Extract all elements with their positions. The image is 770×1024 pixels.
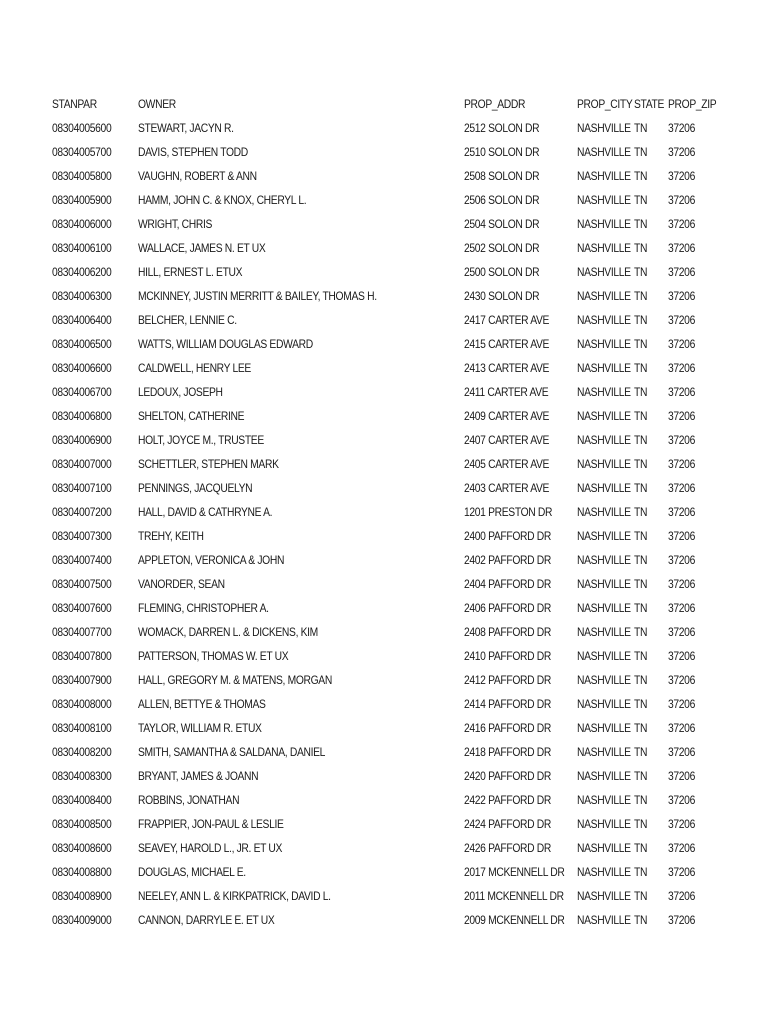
cell-prop-city: NASHVILLE (577, 697, 631, 711)
cell-prop-city: NASHVILLE (577, 793, 631, 807)
cell-prop-addr: 2408 PAFFORD DR (464, 625, 551, 639)
cell-prop-zip: 37206 (668, 481, 695, 495)
cell-stanpar: 08304007600 (52, 601, 112, 615)
cell-prop-zip: 37206 (668, 697, 695, 711)
cell-stanpar: 08304006200 (52, 265, 112, 279)
cell-state: TN (634, 673, 648, 687)
cell-stanpar: 08304007900 (52, 673, 112, 687)
cell-prop-addr: 2426 PAFFORD DR (464, 841, 551, 855)
cell-state: TN (634, 145, 648, 159)
cell-prop-city: NASHVILLE (577, 313, 631, 327)
cell-owner: STEWART, JACYN R. (138, 121, 234, 135)
cell-stanpar: 08304007000 (52, 457, 112, 471)
cell-owner: SCHETTLER, STEPHEN MARK (138, 457, 279, 471)
cell-owner: VANORDER, SEAN (138, 577, 225, 591)
cell-owner: NEELEY, ANN L. & KIRKPATRICK, DAVID L. (138, 889, 331, 903)
cell-owner: SEAVEY, HAROLD L., JR. ET UX (138, 841, 283, 855)
cell-stanpar: 08304005600 (52, 121, 112, 135)
table-row (0, 860, 770, 884)
cell-prop-addr: 2411 CARTER AVE (464, 385, 549, 399)
cell-owner: DAVIS, STEPHEN TODD (138, 145, 248, 159)
cell-stanpar: 08304006000 (52, 217, 112, 231)
cell-owner: BRYANT, JAMES & JOANN (138, 769, 259, 783)
cell-prop-zip: 37206 (668, 769, 695, 783)
cell-state: TN (634, 337, 648, 351)
table-row (0, 332, 770, 356)
cell-prop-zip: 37206 (668, 385, 695, 399)
cell-prop-addr: 2405 CARTER AVE (464, 457, 550, 471)
cell-state: TN (634, 745, 648, 759)
cell-prop-zip: 37206 (668, 553, 695, 567)
cell-state: TN (634, 193, 648, 207)
cell-owner: HALL, DAVID & CATHRYNE A. (138, 505, 273, 519)
cell-stanpar: 08304007500 (52, 577, 112, 591)
cell-prop-zip: 37206 (668, 457, 695, 471)
cell-prop-addr: 2500 SOLON DR (464, 265, 540, 279)
cell-stanpar: 08304006700 (52, 385, 112, 399)
cell-owner: WOMACK, DARREN L. & DICKENS, KIM (138, 625, 318, 639)
cell-prop-addr: 2510 SOLON DR (464, 145, 540, 159)
cell-prop-addr: 2412 PAFFORD DR (464, 673, 551, 687)
cell-stanpar: 08304006400 (52, 313, 112, 327)
cell-prop-zip: 37206 (668, 817, 695, 831)
cell-prop-zip: 37206 (668, 217, 695, 231)
cell-prop-city: NASHVILLE (577, 601, 631, 615)
table-row (0, 764, 770, 788)
cell-prop-city: NASHVILLE (577, 433, 631, 447)
table-row (0, 260, 770, 284)
cell-prop-city: NASHVILLE (577, 745, 631, 759)
table-body (0, 116, 770, 932)
table-row (0, 404, 770, 428)
cell-stanpar: 08304006800 (52, 409, 112, 423)
cell-prop-addr: 2413 CARTER AVE (464, 361, 550, 375)
cell-prop-zip: 37206 (668, 433, 695, 447)
table-row (0, 836, 770, 860)
header-state: STATE (634, 97, 665, 111)
cell-owner: APPLETON, VERONICA & JOHN (138, 553, 285, 567)
cell-prop-zip: 37206 (668, 793, 695, 807)
table-row (0, 884, 770, 908)
cell-prop-zip: 37206 (668, 721, 695, 735)
cell-stanpar: 08304008100 (52, 721, 112, 735)
table-row (0, 620, 770, 644)
cell-prop-city: NASHVILLE (577, 913, 631, 927)
table-row (0, 140, 770, 164)
cell-state: TN (634, 265, 648, 279)
table-row (0, 308, 770, 332)
cell-prop-zip: 37206 (668, 529, 695, 543)
cell-owner: WATTS, WILLIAM DOUGLAS EDWARD (138, 337, 313, 351)
cell-owner: CALDWELL, HENRY LEE (138, 361, 251, 375)
cell-prop-city: NASHVILLE (577, 241, 631, 255)
cell-state: TN (634, 889, 648, 903)
cell-owner: ROBBINS, JONATHAN (138, 793, 240, 807)
cell-state: TN (634, 241, 648, 255)
table-row (0, 668, 770, 692)
cell-state: TN (634, 553, 648, 567)
cell-owner: LEDOUX, JOSEPH (138, 385, 223, 399)
cell-prop-addr: 1201 PRESTON DR (464, 505, 553, 519)
cell-owner: HOLT, JOYCE M., TRUSTEE (138, 433, 264, 447)
cell-stanpar: 08304009000 (52, 913, 112, 927)
cell-prop-zip: 37206 (668, 265, 695, 279)
cell-prop-zip: 37206 (668, 577, 695, 591)
cell-prop-addr: 2415 CARTER AVE (464, 337, 550, 351)
cell-stanpar: 08304007800 (52, 649, 112, 663)
table-row (0, 188, 770, 212)
cell-prop-addr: 2403 CARTER AVE (464, 481, 550, 495)
cell-state: TN (634, 577, 648, 591)
cell-stanpar: 08304008900 (52, 889, 112, 903)
cell-prop-zip: 37206 (668, 625, 695, 639)
header-prop-city: PROP_CITY (577, 97, 633, 111)
cell-state: TN (634, 169, 648, 183)
table-row (0, 284, 770, 308)
table-row (0, 908, 770, 932)
cell-stanpar: 08304008600 (52, 841, 112, 855)
cell-owner: PATTERSON, THOMAS W. ET UX (138, 649, 289, 663)
cell-owner: SHELTON, CATHERINE (138, 409, 245, 423)
cell-prop-zip: 37206 (668, 121, 695, 135)
cell-prop-city: NASHVILLE (577, 577, 631, 591)
cell-state: TN (634, 721, 648, 735)
cell-prop-addr: 2508 SOLON DR (464, 169, 540, 183)
cell-prop-zip: 37206 (668, 409, 695, 423)
table-row (0, 572, 770, 596)
cell-stanpar: 08304008200 (52, 745, 112, 759)
cell-prop-city: NASHVILLE (577, 505, 631, 519)
cell-prop-city: NASHVILLE (577, 865, 631, 879)
cell-prop-addr: 2400 PAFFORD DR (464, 529, 551, 543)
table-row (0, 524, 770, 548)
cell-prop-addr: 2404 PAFFORD DR (464, 577, 551, 591)
cell-prop-addr: 2506 SOLON DR (464, 193, 540, 207)
cell-prop-addr: 2409 CARTER AVE (464, 409, 550, 423)
table-row (0, 500, 770, 524)
cell-prop-city: NASHVILLE (577, 889, 631, 903)
table-row (0, 716, 770, 740)
cell-prop-addr: 2410 PAFFORD DR (464, 649, 551, 663)
cell-prop-city: NASHVILLE (577, 193, 631, 207)
cell-state: TN (634, 649, 648, 663)
table-row (0, 740, 770, 764)
cell-prop-city: NASHVILLE (577, 145, 631, 159)
table-row (0, 380, 770, 404)
cell-prop-zip: 37206 (668, 649, 695, 663)
cell-prop-city: NASHVILLE (577, 817, 631, 831)
cell-owner: SMITH, SAMANTHA & SALDANA, DANIEL (138, 745, 326, 759)
cell-prop-addr: 2512 SOLON DR (464, 121, 540, 135)
cell-state: TN (634, 913, 648, 927)
cell-state: TN (634, 841, 648, 855)
cell-prop-addr: 2009 MCKENNELL DR (464, 913, 565, 927)
header-prop-addr: PROP_ADDR (464, 97, 526, 111)
table-row (0, 548, 770, 572)
header-prop-zip: PROP_ZIP (668, 97, 717, 111)
table-row (0, 476, 770, 500)
cell-stanpar: 08304006100 (52, 241, 112, 255)
cell-prop-addr: 2407 CARTER AVE (464, 433, 550, 447)
cell-prop-city: NASHVILLE (577, 337, 631, 351)
cell-prop-zip: 37206 (668, 601, 695, 615)
cell-prop-addr: 2017 MCKENNELL DR (464, 865, 565, 879)
cell-stanpar: 08304007100 (52, 481, 112, 495)
table-row (0, 812, 770, 836)
cell-state: TN (634, 697, 648, 711)
cell-state: TN (634, 601, 648, 615)
cell-prop-city: NASHVILLE (577, 265, 631, 279)
cell-prop-addr: 2422 PAFFORD DR (464, 793, 551, 807)
cell-prop-addr: 2502 SOLON DR (464, 241, 540, 255)
cell-stanpar: 08304008400 (52, 793, 112, 807)
table-row (0, 692, 770, 716)
cell-prop-zip: 37206 (668, 865, 695, 879)
cell-prop-zip: 37206 (668, 673, 695, 687)
cell-state: TN (634, 529, 648, 543)
cell-state: TN (634, 361, 648, 375)
cell-prop-zip: 37206 (668, 169, 695, 183)
cell-owner: HALL, GREGORY M. & MATENS, MORGAN (138, 673, 332, 687)
table-row (0, 644, 770, 668)
cell-owner: HAMM, JOHN C. & KNOX, CHERYL L. (138, 193, 307, 207)
cell-prop-city: NASHVILLE (577, 481, 631, 495)
cell-prop-addr: 2420 PAFFORD DR (464, 769, 551, 783)
cell-prop-city: NASHVILLE (577, 217, 631, 231)
cell-prop-city: NASHVILLE (577, 169, 631, 183)
cell-owner: TAYLOR, WILLIAM R. ETUX (138, 721, 262, 735)
table-row (0, 452, 770, 476)
table-row (0, 788, 770, 812)
cell-stanpar: 08304007700 (52, 625, 112, 639)
cell-owner: FLEMING, CHRISTOPHER A. (138, 601, 269, 615)
cell-owner: VAUGHN, ROBERT & ANN (138, 169, 257, 183)
cell-state: TN (634, 505, 648, 519)
table-row (0, 236, 770, 260)
cell-prop-zip: 37206 (668, 889, 695, 903)
cell-prop-city: NASHVILLE (577, 721, 631, 735)
cell-owner: BELCHER, LENNIE C. (138, 313, 237, 327)
table-row (0, 596, 770, 620)
cell-prop-addr: 2417 CARTER AVE (464, 313, 550, 327)
cell-prop-zip: 37206 (668, 361, 695, 375)
cell-owner: WRIGHT, CHRIS (138, 217, 213, 231)
cell-stanpar: 08304008000 (52, 697, 112, 711)
cell-owner: DOUGLAS, MICHAEL E. (138, 865, 246, 879)
cell-stanpar: 08304006900 (52, 433, 112, 447)
cell-owner: WALLACE, JAMES N. ET UX (138, 241, 266, 255)
table-row (0, 164, 770, 188)
table-row (0, 116, 770, 140)
cell-prop-city: NASHVILLE (577, 289, 631, 303)
cell-prop-zip: 37206 (668, 289, 695, 303)
cell-state: TN (634, 457, 648, 471)
cell-prop-zip: 37206 (668, 241, 695, 255)
cell-state: TN (634, 409, 648, 423)
cell-state: TN (634, 865, 648, 879)
cell-prop-addr: 2418 PAFFORD DR (464, 745, 551, 759)
cell-owner: TREHY, KEITH (138, 529, 204, 543)
cell-prop-addr: 2011 MCKENNELL DR (464, 889, 564, 903)
cell-state: TN (634, 385, 648, 399)
cell-state: TN (634, 433, 648, 447)
cell-prop-city: NASHVILLE (577, 553, 631, 567)
cell-prop-zip: 37206 (668, 505, 695, 519)
table-row (0, 428, 770, 452)
cell-stanpar: 08304005800 (52, 169, 112, 183)
cell-stanpar: 08304008800 (52, 865, 112, 879)
cell-prop-city: NASHVILLE (577, 409, 631, 423)
cell-prop-addr: 2406 PAFFORD DR (464, 601, 551, 615)
cell-prop-zip: 37206 (668, 745, 695, 759)
header-owner: OWNER (138, 97, 176, 111)
cell-stanpar: 08304006300 (52, 289, 112, 303)
cell-stanpar: 08304007300 (52, 529, 112, 543)
cell-stanpar: 08304008300 (52, 769, 112, 783)
cell-stanpar: 08304008500 (52, 817, 112, 831)
cell-owner: MCKINNEY, JUSTIN MERRITT & BAILEY, THOMAS H. (138, 289, 377, 303)
cell-prop-city: NASHVILLE (577, 649, 631, 663)
cell-prop-city: NASHVILLE (577, 385, 631, 399)
cell-state: TN (634, 217, 648, 231)
cell-stanpar: 08304007400 (52, 553, 112, 567)
cell-prop-zip: 37206 (668, 313, 695, 327)
table-row (0, 212, 770, 236)
cell-prop-zip: 37206 (668, 841, 695, 855)
cell-prop-city: NASHVILLE (577, 769, 631, 783)
cell-state: TN (634, 481, 648, 495)
cell-prop-city: NASHVILLE (577, 529, 631, 543)
cell-owner: PENNINGS, JACQUELYN (138, 481, 253, 495)
owner-list-table (0, 92, 770, 932)
table-row (0, 356, 770, 380)
cell-prop-addr: 2504 SOLON DR (464, 217, 540, 231)
cell-state: TN (634, 793, 648, 807)
cell-state: TN (634, 817, 648, 831)
cell-stanpar: 08304005700 (52, 145, 112, 159)
cell-owner: CANNON, DARRYLE E. ET UX (138, 913, 275, 927)
cell-prop-city: NASHVILLE (577, 673, 631, 687)
cell-prop-city: NASHVILLE (577, 457, 631, 471)
cell-state: TN (634, 121, 648, 135)
cell-prop-city: NASHVILLE (577, 841, 631, 855)
cell-stanpar: 08304006600 (52, 361, 112, 375)
cell-prop-zip: 37206 (668, 337, 695, 351)
cell-prop-city: NASHVILLE (577, 361, 631, 375)
cell-owner: HILL, ERNEST L. ETUX (138, 265, 243, 279)
cell-prop-city: NASHVILLE (577, 121, 631, 135)
cell-prop-zip: 37206 (668, 145, 695, 159)
cell-state: TN (634, 769, 648, 783)
cell-prop-addr: 2416 PAFFORD DR (464, 721, 551, 735)
cell-prop-city: NASHVILLE (577, 625, 631, 639)
cell-state: TN (634, 625, 648, 639)
cell-prop-zip: 37206 (668, 913, 695, 927)
cell-state: TN (634, 289, 648, 303)
cell-prop-addr: 2430 SOLON DR (464, 289, 540, 303)
cell-prop-zip: 37206 (668, 193, 695, 207)
header-stanpar: STANPAR (52, 97, 97, 111)
cell-stanpar: 08304005900 (52, 193, 112, 207)
cell-owner: FRAPPIER, JON-PAUL & LESLIE (138, 817, 284, 831)
table-header-row (0, 92, 770, 116)
cell-owner: ALLEN, BETTYE & THOMAS (138, 697, 266, 711)
cell-prop-addr: 2424 PAFFORD DR (464, 817, 551, 831)
cell-state: TN (634, 313, 648, 327)
cell-stanpar: 08304006500 (52, 337, 112, 351)
cell-stanpar: 08304007200 (52, 505, 112, 519)
cell-prop-addr: 2402 PAFFORD DR (464, 553, 551, 567)
cell-prop-addr: 2414 PAFFORD DR (464, 697, 551, 711)
